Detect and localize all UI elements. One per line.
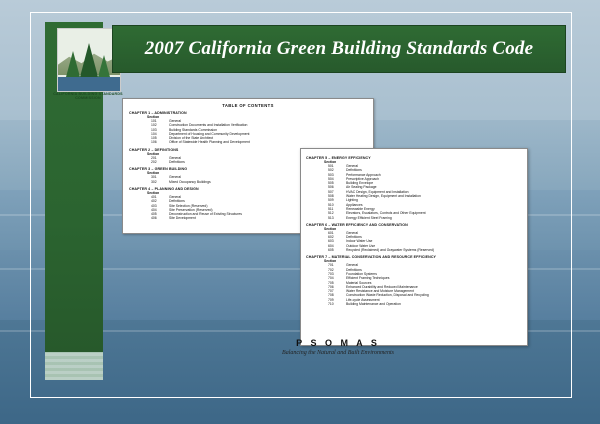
toc-entry-title: Prescriptive Approach [346,176,379,181]
toc-chapter-title: CHAPTER 4 – PLANNING AND DESIGN [129,186,199,191]
toc-entry-number: 710 [328,302,334,307]
toc-entry-title: Mixed Occupancy Buildings [169,179,211,184]
toc-chapter-title: CHAPTER 2 – DEFINITIONS [129,147,179,152]
toc-entry-number: 103 [151,127,157,132]
toc-entry-number: 301 [151,175,157,180]
slide-title: 2007 California Green Building Standards Code [144,38,534,59]
toc-entry-title: General [169,155,182,160]
toc-entry-title: Definitions [346,267,362,272]
toc-entry-number: 504 [328,176,334,181]
toc-entry-title: Office of Statewide Health Planning and Development [169,140,250,145]
toc-entry-number: 604 [328,243,334,248]
toc-entry-number: 702 [328,267,334,272]
toc-entry-title: Appliances [346,202,363,207]
logo-caption: CALIFORNIA BUILDING STANDARDS COMMISSION [53,92,123,101]
toc-entry-number: 512 [328,211,334,216]
toc-entry-number: 402 [151,199,157,204]
toc-entry-title: Definitions [169,199,185,204]
toc-entry-title: Outdoor Water Use [346,243,376,248]
toc-entry-number: 707 [328,289,334,294]
toc-entry-title: Recycled (Reclaimed) and Graywater Systems (Reserved) [346,248,434,253]
toc-entry-number: 603 [328,239,334,244]
toc-section-label: Section [147,171,160,176]
toc-chapter-title: CHAPTER 6 – WATER EFFICIENCY AND CONSERVATION [306,222,408,227]
toc-chapter-title: CHAPTER 1 – ADMINISTRATION [129,111,187,115]
slide-footer [112,338,564,356]
toc-entry-title: Material Sources [346,280,372,285]
toc-entry-number: 105 [151,136,157,141]
toc-entry-number: 510 [328,202,334,207]
toc-entry-title: Construction Waste Reduction, Disposal and Recycling [346,293,429,298]
psomas-brand: P S O M A S [296,338,380,348]
toc-heading: TABLE OF CONTENTS [222,103,274,108]
toc-entry-title: Renewable Energy [346,206,375,211]
toc-section-label: Section [324,259,337,264]
toc-entry-title: Division of the State Architect [169,136,214,141]
toc-entry-title: Construction Documents and Installation Verification [169,123,248,128]
toc-entry-number: 706 [328,284,334,289]
toc-entry-number: 703 [328,271,334,276]
toc-entry-title: Enhanced Durability and Reduced Maintenance [346,284,418,289]
toc-entry-number: 405 [151,212,157,217]
toc-entry-title: Efficient Framing Techniques [346,276,390,281]
toc-entry-title: Air Sealing Package [346,185,377,190]
toc-entry-title: Lighting [346,198,358,203]
toc-entry-number: 403 [151,203,157,208]
toc-entry-number: 705 [328,280,334,285]
slide-title-bar [112,25,566,73]
toc-entry-number: 201 [151,155,157,160]
toc-entry-title: HVAC Design, Equipment and Installation [346,189,409,194]
toc-entry-number: 509 [328,198,334,203]
toc-section-label: Section [147,115,160,119]
toc-entry [306,302,522,306]
toc-entry [306,216,522,220]
toc-panel-front [300,148,528,346]
toc-entry-title: Water Resistance and Moisture Management [346,289,414,294]
toc-entry-number: 507 [328,189,334,194]
logo-tree-icon [80,43,98,77]
toc-entry-title: Site Preservation (Reserved) [169,207,213,212]
toc-entry-title: Site Selection (Reserved) [169,203,208,208]
toc-entry-title: Water Heating Design, Equipment and Installation [346,194,421,199]
toc-chapter-title: CHAPTER 3 – GREEN BUILDING [129,167,188,172]
toc-entry-number: 401 [151,194,157,199]
toc-entry-number: 701 [328,263,334,268]
toc-entry-number: 708 [328,293,334,298]
toc-entry-number: 513 [328,215,334,220]
toc-entry-title: Building Standards Commission [169,127,218,132]
toc-entry-number: 709 [328,297,334,302]
toc-entry-number: 501 [328,164,334,168]
toc-entry-title: Site Development [169,216,196,221]
toc-entry-number: 406 [151,216,157,221]
toc-entry-number: 506 [328,185,334,190]
toc-entry-number: 505 [328,181,334,186]
toc-chapter-title: CHAPTER 5 – ENERGY EFFICIENCY [306,156,371,160]
toc-entry-number: 605 [328,248,334,253]
toc-entry-title: Definitions [346,168,362,173]
toc-entry-title: Department of Housing and Community Development [169,131,250,136]
toc-entry-title: Deconstruction and Reuse of Existing Structures [169,212,242,217]
logo-tree-icon [98,55,110,77]
toc-entry-title: Building Envelope [346,181,374,186]
toc-entry-number: 102 [151,123,157,128]
toc-section-label: Section [147,190,160,195]
toc-entry-number: 302 [151,179,157,184]
toc-entry [129,140,367,144]
toc-entry-title: Performance Approach [346,172,381,177]
toc-entry-number: 602 [328,235,334,240]
toc-entry-title: Life-cycle Assessment [346,297,380,302]
toc-section-label: Section [324,160,337,164]
psomas-tagline: Balancing the Natural and Built Environments [282,350,394,356]
logo-tree-icon [66,51,80,77]
toc-entry-number: 503 [328,172,334,177]
toc-entry-number: 106 [151,140,157,145]
toc-entry-number: 404 [151,207,157,212]
toc-entry-number: 202 [151,160,157,165]
toc-entry-title: Elevators, Escalators, Controls and Other Equipment [346,211,426,216]
toc-entry-number: 511 [328,206,334,211]
toc-entry-number: 101 [151,119,157,123]
logo-water [58,77,120,91]
toc-entry-number: 104 [151,131,157,136]
toc-entry-title: General [169,119,182,123]
toc-entry-title: General [346,164,359,168]
toc-entry-title: Indoor Water Use [346,239,373,244]
toc-entry [306,248,522,252]
toc-entry-number: 601 [328,230,334,235]
toc-front-chapter-list [306,156,522,306]
toc-section-label: Section [324,226,337,231]
toc-entry-title: Definitions [346,235,362,240]
toc-entry-number: 502 [328,168,334,173]
toc-entry-title: General [169,194,182,199]
toc-section-label: Section [147,151,160,156]
toc-entry-title: General [169,175,182,180]
toc-entry-title: General [346,263,359,268]
toc-entry-title: Foundation Systems [346,271,377,276]
toc-chapter-title: CHAPTER 7 – MATERIAL CONSERVATION AND RESOURCE EFFICIENCY [306,255,437,260]
toc-entry-title: Energy Efficient Steel Framing [346,215,392,220]
toc-entry-title: Definitions [169,160,185,165]
toc-entry-number: 508 [328,194,334,199]
left-column-texture [45,352,103,380]
toc-entry-title: Building Maintenance and Operation [346,302,401,307]
toc-entry-title: General [346,230,359,235]
toc-entry-number: 704 [328,276,334,281]
